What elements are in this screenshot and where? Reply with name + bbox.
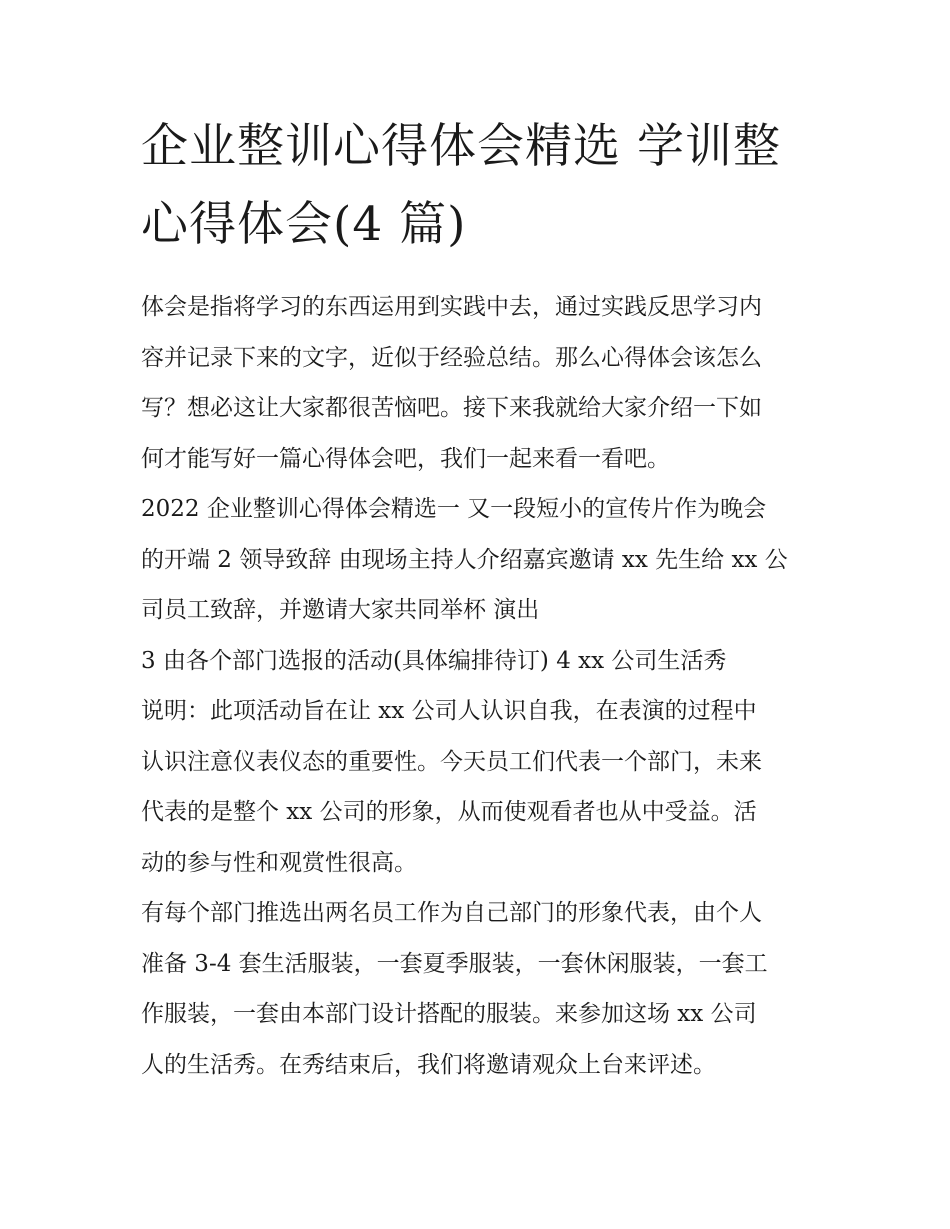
text-line: 容并记录下来的文字，近似于经验总结。那么心得体会该怎么 bbox=[141, 344, 762, 371]
text-line: 说明：此项活动旨在让 xx 公司人认识自我，在表演的过程中 bbox=[141, 698, 757, 724]
text-line: 3 由各个部门选报的活动(具体编排待订) 4 xx 公司生活秀 bbox=[141, 647, 727, 674]
text-line: 动的参与性和观赏性很高。 bbox=[141, 849, 417, 876]
text-line: 有每个部门推选出两名员工作为自己部门的形象代表，由个人 bbox=[141, 900, 762, 926]
text-line: 的开端 2 领导致辞 由现场主持人介绍嘉宾邀请 xx 先生给 xx 公 bbox=[141, 546, 788, 573]
text-line: 写？想必这让大家都很苦恼吧。接下来我就给大家介绍一下如 bbox=[141, 395, 762, 421]
text-line: 准备 3-4 套生活服装，一套夏季服装，一套休闲服装，一套工 bbox=[141, 950, 768, 977]
text-line: 认识注意仪表仪态的重要性。今天员工们代表一个部门，未来 bbox=[141, 748, 762, 775]
text-line: 代表的是整个 xx 公司的形象，从而使观看者也从中受益。活 bbox=[141, 799, 757, 825]
title-line-2: 心得体会(4 篇) bbox=[141, 197, 467, 252]
text-line: 何才能写好一篇心得体会吧，我们一起来看一看吧。 bbox=[141, 445, 670, 472]
text-line: 司员工致辞，并邀请大家共同举杯 演出 bbox=[141, 597, 540, 623]
text-line: 作服装，一套由本部门设计搭配的服装。来参加这场 xx 公司 bbox=[141, 1001, 757, 1027]
paragraph-details bbox=[141, 888, 821, 1090]
paragraph-intro bbox=[141, 282, 821, 484]
title-line-1: 企业整训心得体会精选 学训整 bbox=[141, 119, 781, 174]
text-line: 人的生活秀。在秀结束后，我们将邀请观众上台来评述。 bbox=[141, 1051, 716, 1078]
document-title bbox=[141, 108, 821, 264]
text-line: 2022 企业整训心得体会精选一 又一段短小的宣传片作为晚会 bbox=[141, 496, 767, 522]
paragraph-explanation bbox=[141, 686, 821, 888]
paragraph-program-items bbox=[141, 636, 821, 687]
document-content bbox=[141, 108, 821, 1090]
paragraph-program-opening bbox=[141, 484, 821, 636]
text-line: 体会是指将学习的东西运用到实践中去，通过实践反思学习内 bbox=[141, 294, 762, 320]
